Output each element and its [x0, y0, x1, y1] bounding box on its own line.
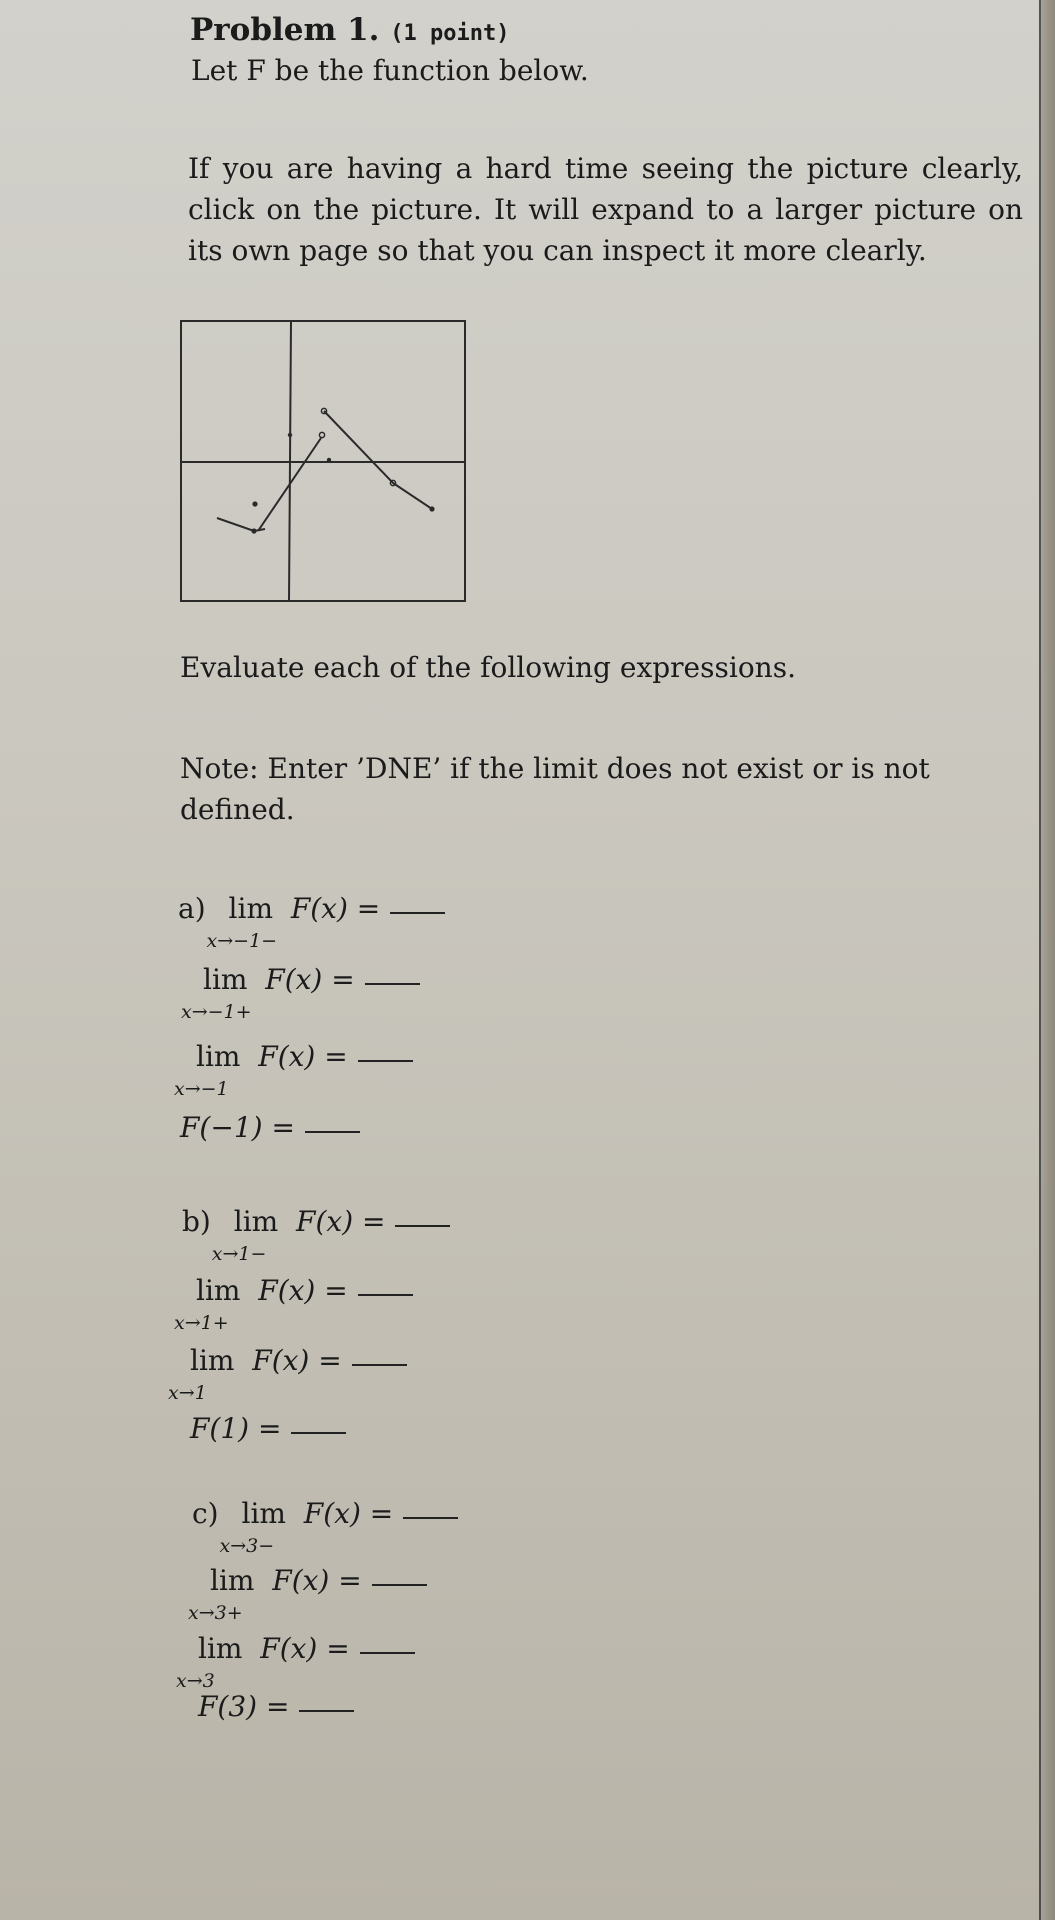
lim-subscript: x→−1−: [206, 930, 278, 952]
function-expression: F(x) =: [296, 1205, 386, 1238]
function-expression: F(x) =: [265, 963, 355, 996]
function-expression: F(x) =: [258, 1274, 348, 1307]
problem-title: [190, 12, 509, 48]
problem-intro: Let F be the function below.: [191, 54, 589, 87]
expr-c3: [176, 1632, 415, 1692]
function-value: F(1) =: [190, 1412, 282, 1445]
lim-subscript: x→1+: [174, 1312, 229, 1334]
answer-blank[interactable]: [403, 1513, 458, 1519]
photo-background-edge: [1041, 0, 1055, 1920]
dne-note: Note: Enter ’DNE’ if the limit does not exist or is not defined.: [180, 752, 930, 826]
part-label-b: b): [182, 1205, 211, 1238]
lim-word: lim: [233, 1205, 279, 1238]
function-expression: F(x) =: [260, 1632, 350, 1665]
expr-c1: [192, 1497, 458, 1557]
lim-word: lim: [203, 963, 248, 996]
expr-c2: [188, 1564, 427, 1624]
help-text: If you are having a hard time seeing the picture clearly, click on the picture. It will expand to a larger picture on its own page so that you can inspect it more clearly.: [188, 152, 1023, 267]
answer-blank[interactable]: [395, 1221, 450, 1227]
lim-word: lim: [196, 1040, 241, 1073]
lim-subscript: x→1: [168, 1382, 207, 1404]
graph-point-end: [429, 506, 434, 511]
answer-blank[interactable]: [360, 1648, 415, 1654]
function-expression: F(x) =: [258, 1040, 348, 1073]
lim-word: lim: [241, 1497, 286, 1530]
lim-subscript: x→3: [176, 1670, 215, 1692]
lim-subscript: x→1−: [211, 1243, 267, 1265]
answer-blank[interactable]: [291, 1428, 346, 1434]
answer-blank[interactable]: [365, 979, 420, 985]
answer-blank[interactable]: [390, 908, 445, 914]
problem-points: (1 point): [390, 21, 510, 46]
expr-b3: [168, 1344, 407, 1404]
expr-a1: [178, 892, 445, 952]
expr-a3: [174, 1040, 413, 1100]
answer-blank[interactable]: [352, 1360, 407, 1366]
y-axis: [289, 321, 291, 601]
graph-point-open: [319, 432, 324, 437]
graph-point-isolated: [252, 501, 257, 506]
function-expression: F(x) =: [303, 1497, 394, 1530]
graph-segment-right: [324, 411, 432, 509]
lim-word: lim: [210, 1564, 255, 1597]
lim-word: lim: [190, 1344, 235, 1377]
lim-subscript: x→3+: [188, 1602, 243, 1624]
expr-b1: [182, 1205, 450, 1265]
function-value: F(−1) =: [180, 1111, 295, 1144]
expr-a4: [180, 1111, 360, 1144]
graph-tick-mark: [327, 458, 331, 462]
function-expression: F(x) =: [252, 1344, 342, 1377]
answer-blank[interactable]: [372, 1580, 427, 1586]
expr-c4: [198, 1690, 354, 1723]
function-value: F(3) =: [198, 1690, 290, 1723]
lim-subscript: x→−1: [174, 1078, 229, 1100]
answer-blank[interactable]: [358, 1056, 413, 1062]
answer-blank[interactable]: [299, 1706, 354, 1712]
function-graph[interactable]: [178, 318, 468, 604]
part-label-c: c): [192, 1497, 219, 1530]
function-expression: F(x) =: [290, 892, 381, 925]
lim-word: lim: [196, 1274, 241, 1307]
expr-b2: [174, 1274, 413, 1334]
graph-segment-left: [217, 518, 265, 531]
evaluate-instruction: Evaluate each of the following expressions.: [180, 651, 796, 684]
lim-subscript: x→−1+: [181, 1001, 252, 1023]
problem-label: Problem 1.: [190, 12, 380, 48]
expr-b4: [190, 1412, 346, 1445]
lim-word: lim: [228, 892, 273, 925]
answer-blank[interactable]: [358, 1290, 413, 1296]
answer-blank[interactable]: [305, 1127, 360, 1133]
lim-subscript: x→3−: [219, 1535, 275, 1557]
expr-a2: [181, 963, 420, 1023]
lim-word: lim: [198, 1632, 243, 1665]
graph-point-closed: [251, 528, 256, 533]
paper-edge: [1039, 0, 1041, 1920]
graph-tick-mark: [288, 433, 292, 437]
function-expression: F(x) =: [272, 1564, 362, 1597]
part-label-a: a): [178, 892, 206, 925]
